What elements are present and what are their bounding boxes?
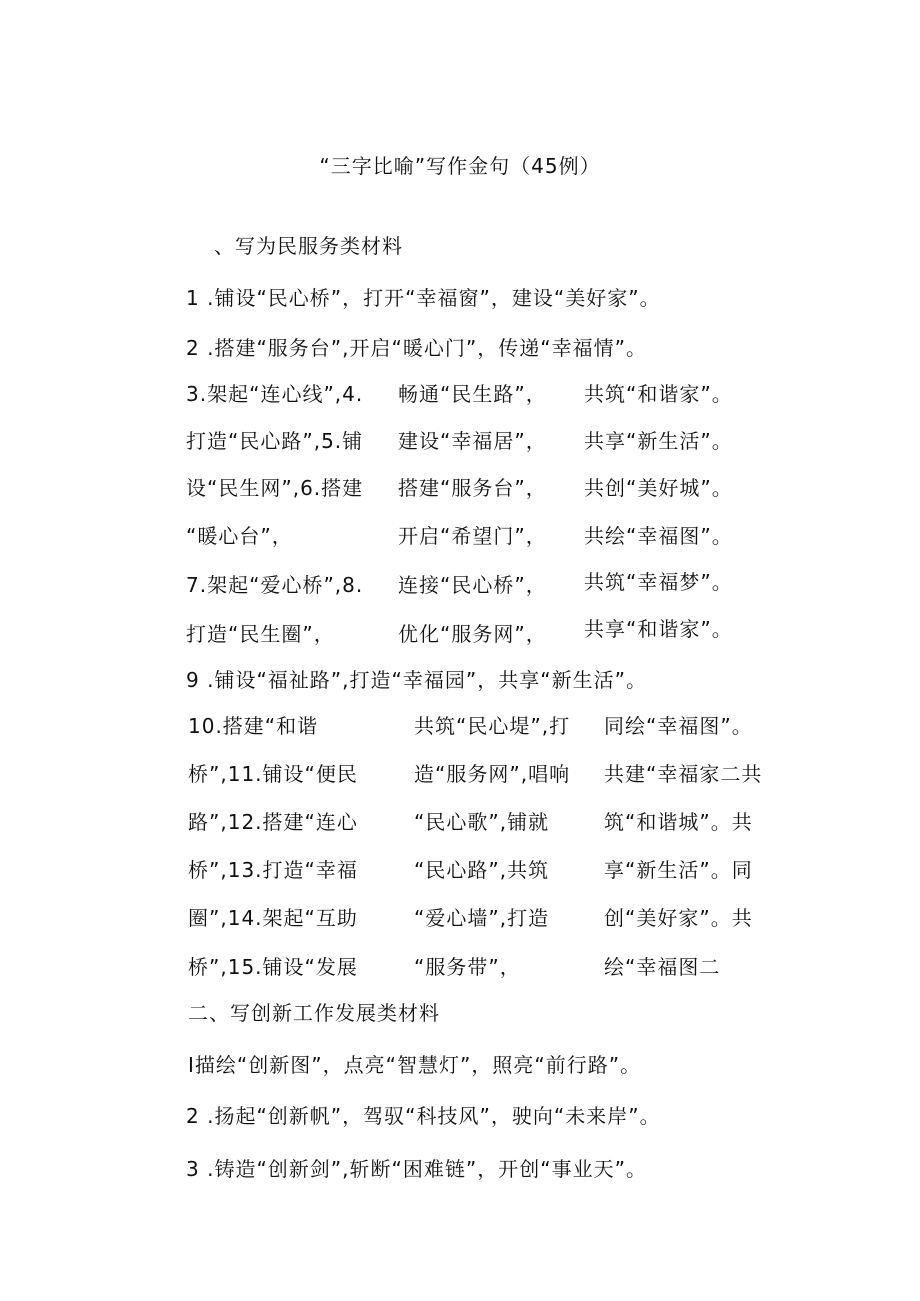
grid-b-col3-row1: 同绘“幸福图”。 (604, 714, 753, 738)
grid-b-col3-row2: 共建“幸福家二共 (604, 762, 763, 786)
item-line-s2-3: 3 .铸造“创新剑”,斩断“困难链”，开创“事业天”。 (186, 1157, 647, 1181)
grid-b-col3-row3: 筑“和谐城”。共 (604, 810, 753, 834)
grid-b-col2-row3: “民心歌”,铺就 (414, 810, 550, 834)
grid-a-col2-row1: 畅通“民生路”， (398, 382, 547, 406)
section-1-heading: 、写为民服务类材料 (214, 234, 403, 258)
grid-a-col2-row3: 搭建“服务台”， (398, 476, 547, 500)
item-line-s2-1: I描绘“创新图”，点亮“智慧灯”，照亮“前行路”。 (188, 1053, 642, 1077)
grid-a-col1-row4: “暖心台”， (186, 524, 293, 548)
grid-b-col2-row6: “服务带”， (414, 955, 521, 979)
grid-a-col1-row5: 7.架起“爱心桥”,8. (186, 573, 364, 597)
grid-a-col2-row6: 优化“服务网”， (398, 622, 547, 646)
item-line-s2-2: 2 .扬起“创新帆”，驾驭“科技风”，驶向“未来岸”。 (186, 1104, 661, 1128)
grid-b-col3-row6: 绘“幸福图二 (604, 955, 721, 979)
grid-a-col1-row6: 打造“民生圈”， (186, 622, 335, 646)
grid-b-col2-row4: “民心路”,共筑 (414, 858, 550, 882)
grid-a-col1-row1: 3.架起“连心线”,4. (186, 382, 364, 406)
grid-b-col3-row4: 享“新生活”。同 (604, 858, 753, 882)
item-line-9: 9 .铺设“福祉路”,打造“幸福园”，共享“新生活”。 (186, 668, 647, 692)
page-title: “三字比喻”写作金句（45例） (319, 154, 601, 178)
section-2-heading: 二、写创新工作发展类材料 (188, 1001, 440, 1025)
grid-a-col2-row4: 开启“希望门”， (398, 524, 547, 548)
grid-b-col1-row6: 桥”,15.铺设“发展 (188, 955, 358, 979)
grid-b-col3-row5: 创“美好家”。共 (604, 906, 753, 930)
grid-b-col1-row2: 桥”,11.铺设“便民 (188, 762, 358, 786)
grid-a-col2-row2: 建设“幸福居”， (398, 429, 547, 453)
grid-a-col3-row3: 共创“美好城”。 (584, 476, 733, 500)
grid-b-col2-row2: 造“服务网”,唱响 (414, 762, 571, 786)
grid-a-col3-row6: 共享“和谐家”。 (584, 617, 733, 641)
grid-a-col2-row5: 连接“民心桥”， (398, 573, 547, 597)
grid-a-col3-row4: 共绘“幸福图”。 (584, 524, 733, 548)
item-line-2: 2 .搭建“服务台”,开启“暖心门”，传递“幸福情”。 (186, 336, 647, 360)
item-line-1: 1 .铺设“民心桥”，打开“幸福窗”，建设“美好家”。 (186, 286, 661, 310)
grid-b-col2-row1: 共筑“民心堤”,打 (414, 714, 571, 738)
grid-a-col3-row5: 共筑“幸福梦”。 (584, 570, 733, 594)
grid-b-col2-row5: “爱心墙”,打造 (414, 906, 550, 930)
grid-a-col3-row1: 共筑“和谐家”。 (584, 382, 733, 406)
grid-b-col1-row4: 桥”,13.打造“幸福 (188, 858, 358, 882)
grid-b-col1-row5: 圈”,14.架起“互助 (188, 906, 358, 930)
grid-b-col1-row1: 10.搭建“和谐 (188, 714, 319, 738)
grid-b-col1-row3: 路”,12.搭建“连心 (188, 810, 358, 834)
grid-a-col3-row2: 共享“新生活”。 (584, 429, 733, 453)
grid-a-col1-row3: 设“民生网”,6.搭建 (186, 476, 364, 500)
grid-a-col1-row2: 打造“民心路”,5.铺 (186, 429, 364, 453)
